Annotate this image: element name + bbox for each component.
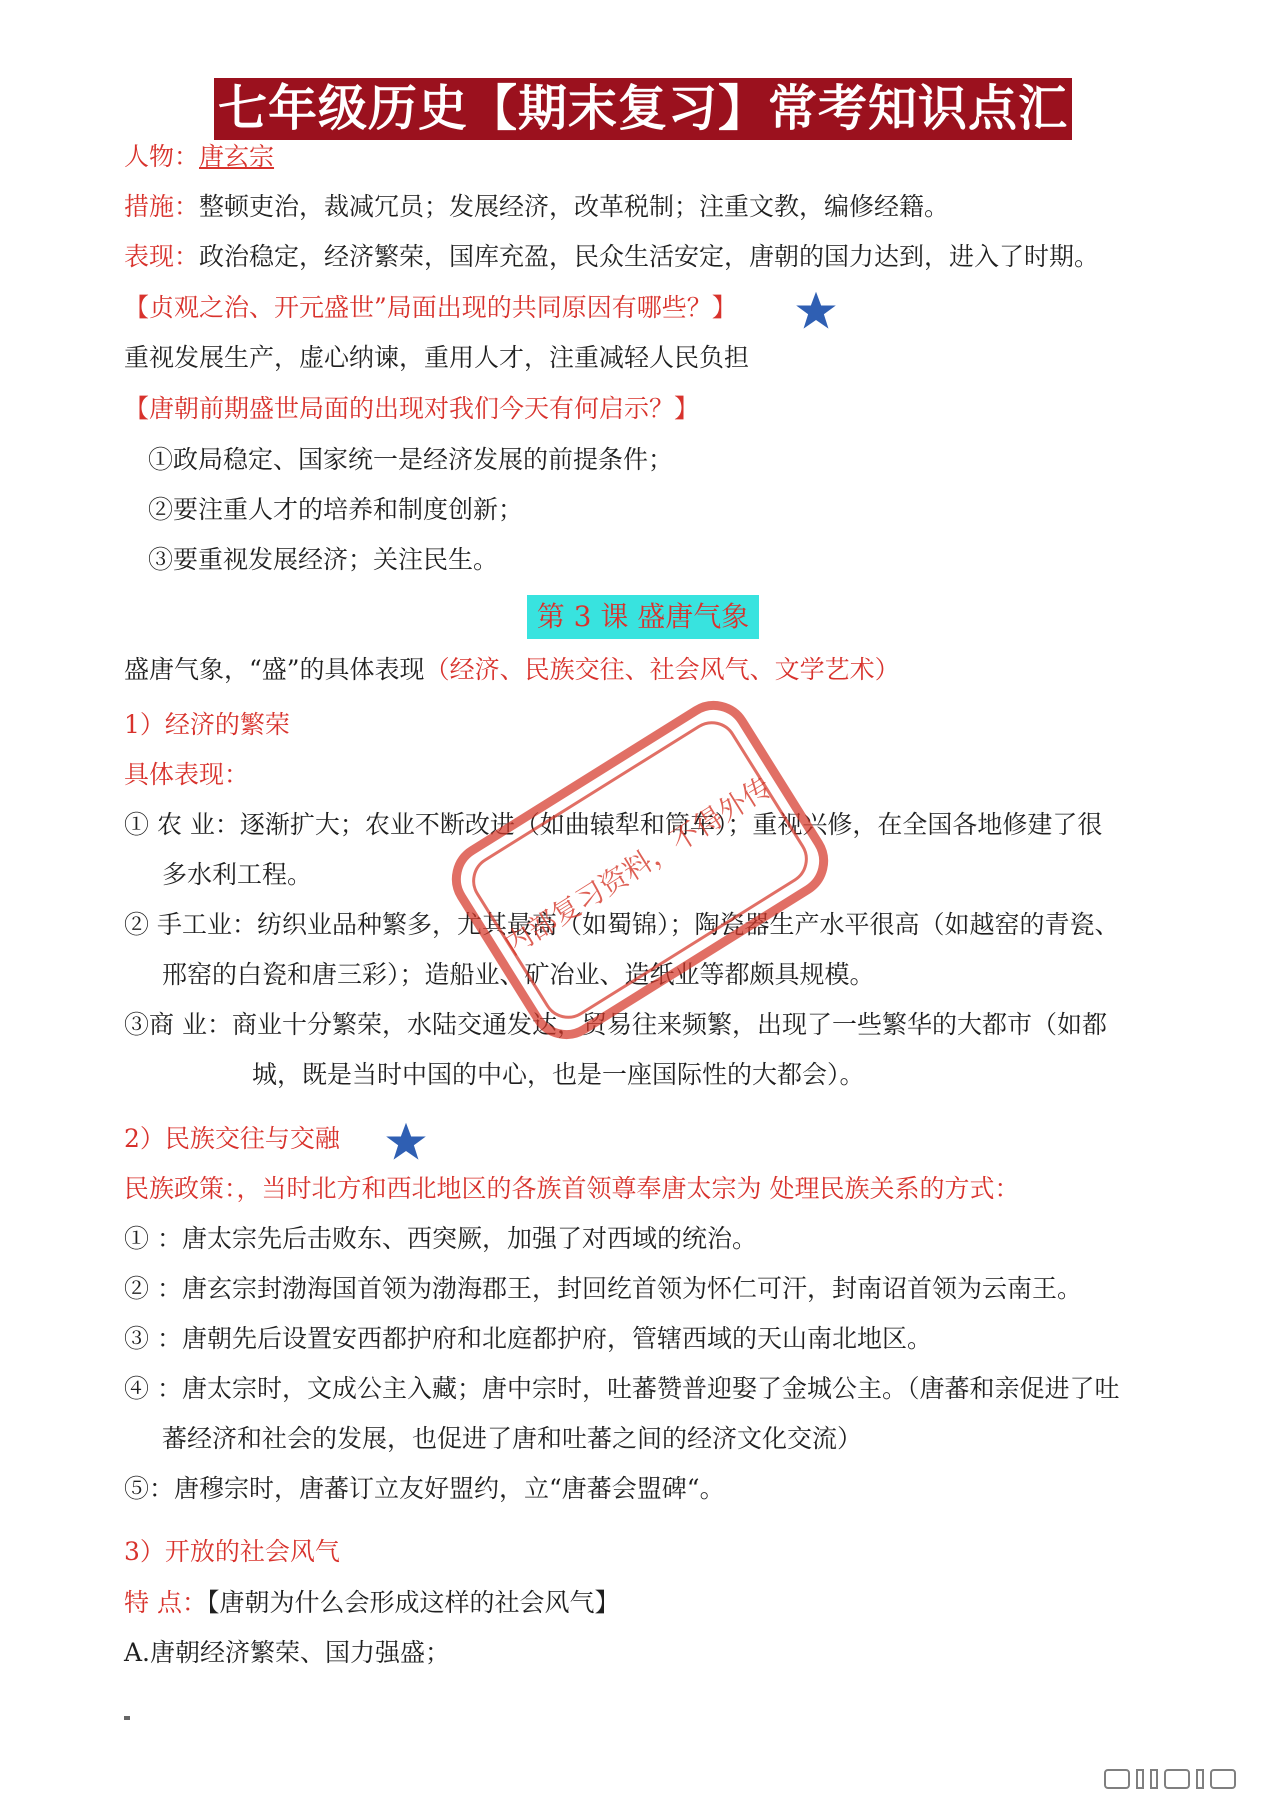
feature-line bbox=[124, 1586, 619, 1620]
platform-watermark-icon bbox=[1104, 1764, 1264, 1794]
stray-mark bbox=[124, 1716, 130, 1720]
economy-item: ② 手工业：纺织业品种繁多，尤其最高（如蜀锦）；陶瓷器生产水平很高（如越窑的青瓷、 bbox=[124, 910, 1120, 939]
section-3-heading: 3）开放的社会风气 bbox=[124, 1537, 340, 1566]
ethnic-item: ① ：唐太宗先后击败东、西突厥，加强了对西域的统治。 bbox=[124, 1224, 757, 1253]
lesson-title: 第 3 课 盛唐气象 bbox=[527, 595, 759, 639]
question-1: 【贞观之治、开元盛世”局面出现的共同原因有哪些？】 bbox=[124, 293, 737, 322]
section-1-heading: 1）经济的繁荣 bbox=[124, 710, 290, 739]
ethnic-item: ⑤：唐穆宗时，唐蕃订立友好盟约，立“唐蕃会盟碑“。 bbox=[124, 1474, 725, 1503]
intro-categories: （经济、民族交往、社会风气、文学艺术） bbox=[424, 655, 900, 684]
star-icon bbox=[384, 1120, 428, 1164]
performance-label: 表现： bbox=[124, 242, 200, 271]
performance-text: 政治稳定，经济繁荣，国库充盈，民众生活安定，唐朝的国力达到，进入了时期。 bbox=[199, 242, 1100, 271]
reason-item: A.唐朝经济繁荣、国力强盛； bbox=[124, 1638, 451, 1667]
stamp-text: 内部复习资料，不得外传 bbox=[498, 770, 777, 962]
section-1-subheading: 具体表现： bbox=[124, 760, 250, 789]
section-2-heading: 2）民族交往与交融 bbox=[124, 1124, 340, 1153]
ethnic-item: ④ ：唐太宗时，文成公主入藏；唐中宗时，吐蕃赞普迎娶了金城公主。（唐蕃和亲促进了吐 bbox=[124, 1374, 1120, 1403]
intro-text: 盛唐气象，“盛”的具体表现 bbox=[124, 655, 425, 684]
figure-label: 人物： bbox=[124, 142, 200, 171]
economy-item: 城，既是当时中国的中心，也是一座国际性的大都会）。 bbox=[252, 1060, 865, 1089]
ethnic-item: 蕃经济和社会的发展，也促进了唐和吐蕃之间的经济文化交流） bbox=[162, 1424, 863, 1453]
question-2: 【唐朝前期盛世局面的出现对我们今天有何启示？】 bbox=[124, 394, 700, 423]
stamp-watermark bbox=[438, 687, 843, 1054]
economy-item: 多水利工程。 bbox=[162, 860, 313, 889]
measures-label: 措施： bbox=[124, 192, 200, 221]
ethnic-policy: 民族政策：，当时北方和西北地区的各族首领尊奉唐太宗为 处理民族关系的方式： bbox=[124, 1174, 1020, 1203]
measures-text: 整顿吏治，裁减冗员；发展经济，改革税制；注重文教，编修经籍。 bbox=[199, 192, 950, 221]
figure-line bbox=[124, 140, 274, 174]
feature-text: 【唐朝为什么会形成这样的社会风气】 bbox=[206, 1588, 620, 1617]
answer-1: 重视发展生产，虚心纳谏，重用人才，注重减轻人民负担 bbox=[124, 343, 750, 372]
measures-line bbox=[124, 190, 949, 224]
intro-line bbox=[124, 653, 900, 687]
answer-2-item: ③要重视发展经济；关注民生。 bbox=[148, 545, 499, 574]
ethnic-item: ② ：唐玄宗封渤海国首领为渤海郡王，封回纥首领为怀仁可汗，封南诏首领为云南王。 bbox=[124, 1274, 1082, 1303]
answer-2-item: ①政局稳定、国家统一是经济发展的前提条件； bbox=[148, 445, 674, 474]
page-title: 七年级历史【期末复习】常考知识点汇总 bbox=[214, 78, 1072, 140]
answer-2-item: ②要注重人才的培养和制度创新； bbox=[148, 495, 524, 524]
economy-item: 邢窑的白瓷和唐三彩）；造船业、矿冶业、造纸业等都颇具规模。 bbox=[162, 960, 875, 989]
ethnic-item: ③ ：唐朝先后设置安西都护府和北庭都护府，管辖西域的天山南北地区。 bbox=[124, 1324, 932, 1353]
feature-label: 特 点： bbox=[124, 1588, 207, 1617]
economy-item: ③商 业：商业十分繁荣，水陆交通发达，贸易往来频繁，出现了一些繁华的大都市（如都 bbox=[124, 1010, 1107, 1039]
stamp-outer-border bbox=[438, 687, 843, 1054]
star-icon bbox=[794, 289, 838, 333]
economy-item: ① 农 业：逐渐扩大；农业不断改进（如曲辕犁和筒车）；重视兴修，在全国各地修建了很 bbox=[124, 810, 1103, 839]
performance-line bbox=[124, 240, 1099, 274]
figure-name: 唐玄宗 bbox=[199, 142, 275, 171]
